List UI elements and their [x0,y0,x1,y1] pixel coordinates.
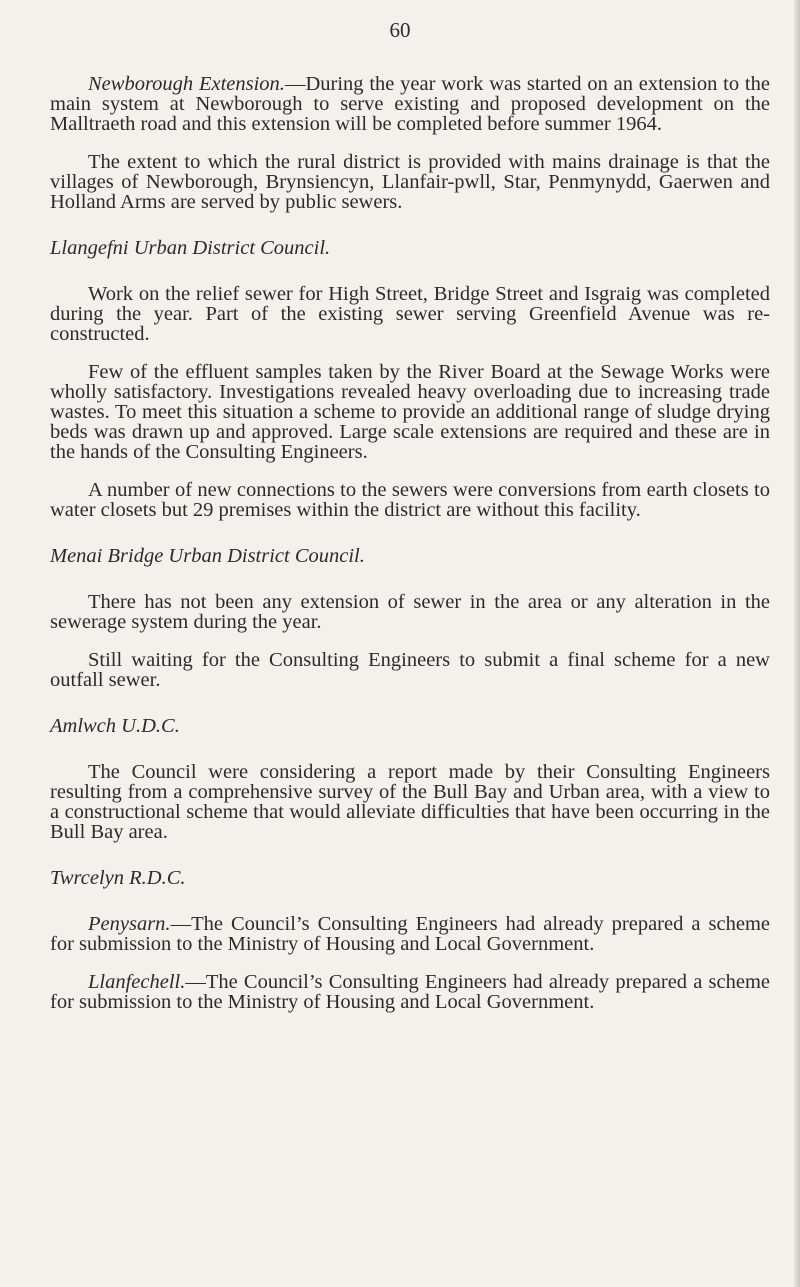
llanfechell-text: —The Council’s Consulting Engineers had already prepared a scheme for submission to the Ministry of Housing and Local Government. [50,971,770,1013]
page-edge [794,0,800,1287]
newborough-lead: Newborough Extension. [88,73,285,95]
page-number: 60 [389,18,411,42]
twrcelyn-heading: Twrcelyn R.D.C. [50,867,186,889]
penysarn-text: —The Council’s Consulting Engineers had already prepared a scheme for submission to the Ministry of Housing and Local Government. [50,913,770,955]
document-body [50,74,770,1030]
llangefni-paragraph-2: Few of the effluent samples taken by the River Board at the Sewage Works were wholly satisfactory. Investigations revealed heavy overloading due to increasing trade wastes. To meet this situation a scheme to provide an additional range of sludge drying beds was drawn up and approved. Large scale extensions are required and these are in the hands of the Consulting Engineers. [50,361,770,463]
amlwch-heading: Amlwch U.D.C. [50,715,180,737]
llangefni-paragraph-3: A number of new connections to the sewers were conversions from earth closets to water closets but 29 premises within the district are without this facility. [50,479,770,521]
newborough-text: —During the year work was started on an extension to the main system at Newborough to serve existing and proposed development on the Malltraeth road and this extension will be completed before summer 1964. [50,73,770,135]
menai-paragraph-1: There has not been any extension of sewer in the area or any alteration in the sewerage system during the year. [50,591,770,633]
menai-heading: Menai Bridge Urban District Council. [50,545,365,567]
menai-paragraph-2: Still waiting for the Consulting Engineers to submit a final scheme for a new outfall sewer. [50,649,770,691]
llangefni-paragraph-1: Work on the relief sewer for High Street, Bridge Street and Isgraig was completed during the year. Part of the existing sewer serving Greenfield Avenue was re-constructed. [50,283,770,345]
penysarn-paragraph [50,914,770,954]
llanfechell-paragraph [50,972,770,1012]
mains-drainage-paragraph: The extent to which the rural district is provided with mains drainage is that the villages of Newborough, Brynsiencyn, Llanfair-pwll, Star, Penmynydd, Gaerwen and Holland Arms are served by public sewers. [50,151,770,213]
newborough-paragraph [50,74,770,134]
llanfechell-lead: Llanfechell. [88,971,186,993]
penysarn-lead: Penysarn. [88,913,171,935]
llangefni-heading: Llangefni Urban District Council. [50,237,331,259]
amlwch-paragraph-1: The Council were considering a report made by their Consulting Engineers resulting from a comprehensive survey of the Bull Bay and Urban area, with a view to a constructional scheme that would alleviate difficulties that have been occurring in the Bull Bay area. [50,761,770,843]
